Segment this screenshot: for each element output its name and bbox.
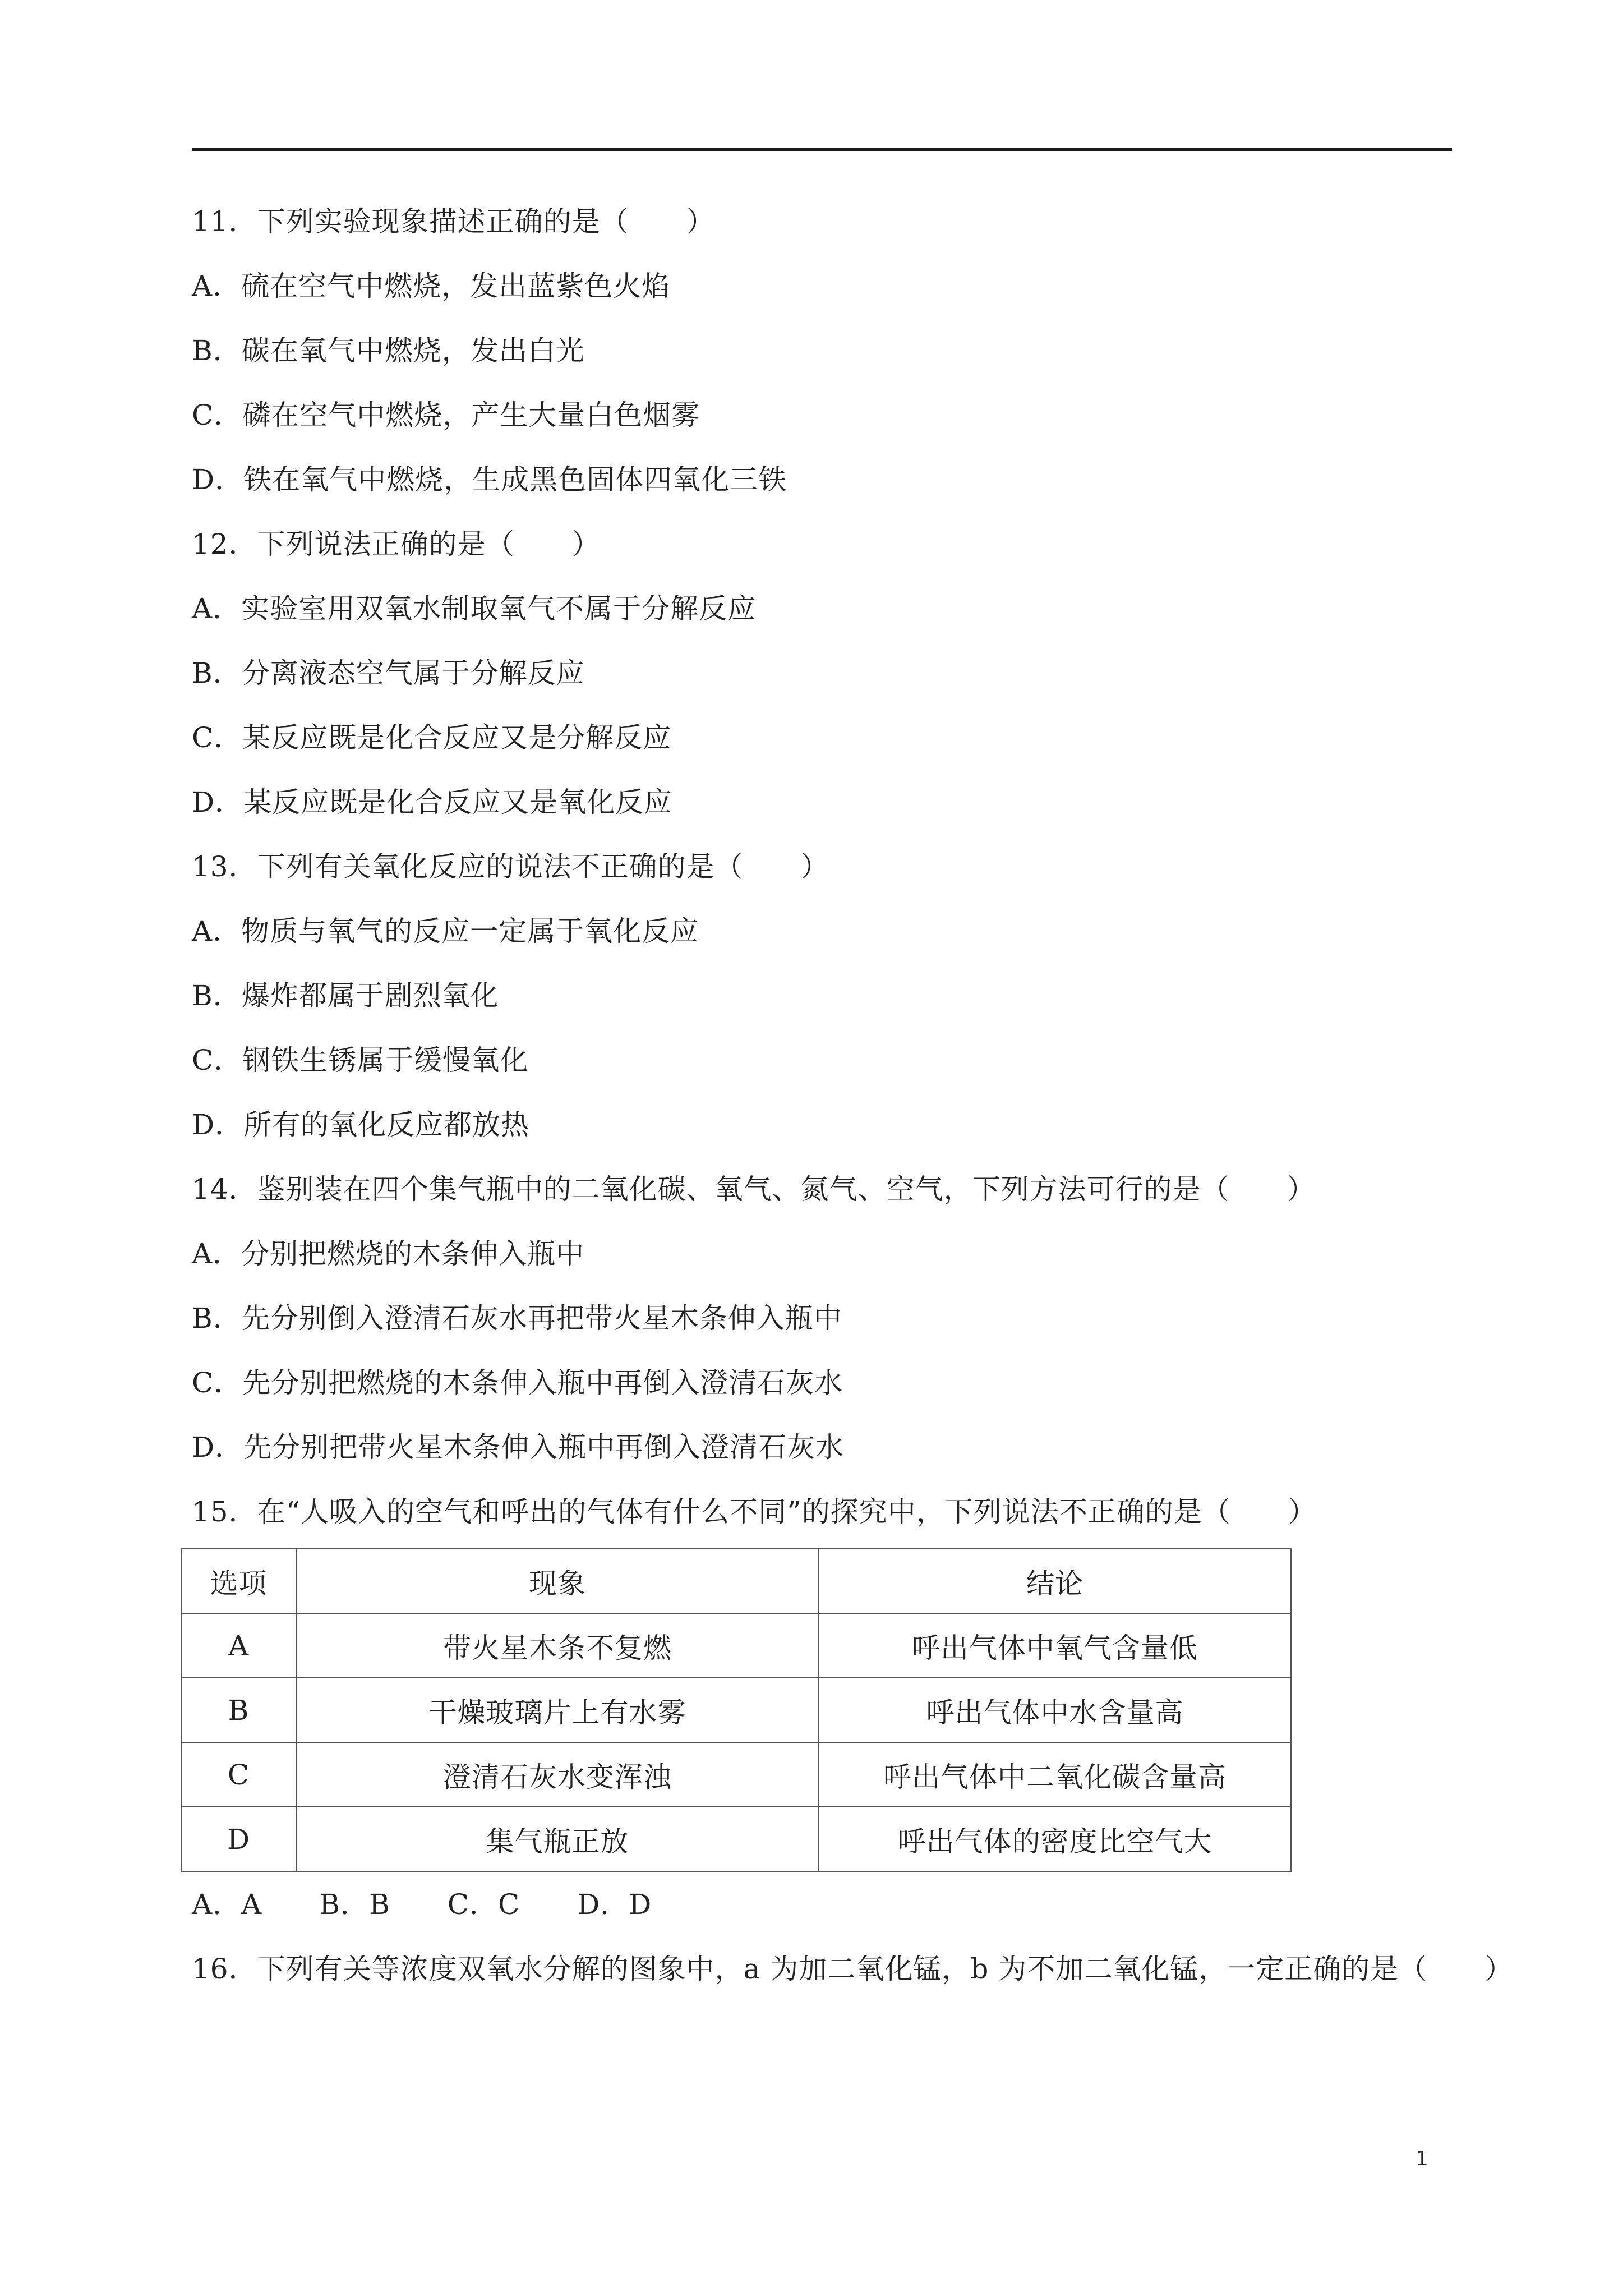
table-cell: 呼出气体的密度比空气大 <box>819 1807 1291 1871</box>
question-stem: 15．在“人吸入的空气和呼出的气体有什么不同”的探究中，下列说法不正确的是（ ） <box>192 1496 1317 1528</box>
option-d: D．所有的氧化反应都放热 <box>192 1108 530 1141</box>
question-stem: 14．鉴别装在四个集气瓶中的二氧化碳、氧气、氮气、空气，下列方法可行的是（ ） <box>192 1173 1316 1205</box>
table-cell: 干燥玻璃片上有水雾 <box>296 1678 819 1742</box>
table-row <box>181 1742 1291 1807</box>
option-a: A．分别把燃烧的木条伸入瓶中 <box>192 1237 585 1270</box>
question-stem: 12．下列说法正确的是（ ） <box>192 528 601 560</box>
table-cell: C <box>181 1742 296 1807</box>
header-rule <box>192 148 1452 151</box>
table-cell: D <box>181 1807 296 1871</box>
table-row <box>181 1678 1291 1742</box>
question-stem: 16．下列有关等浓度双氧水分解的图象中，a 为加二氧化锰，b 为不加二氧化锰，一定正确的是（ ） <box>192 1953 1514 1985</box>
option-b: B．分离液态空气属于分解反应 <box>192 657 585 689</box>
option-d: D．先分别把带火星木条伸入瓶中再倒入澄清石灰水 <box>192 1431 845 1464</box>
table-cell: A <box>181 1613 296 1678</box>
option-b: B．先分别倒入澄清石灰水再把带火星木条伸入瓶中 <box>192 1302 842 1335</box>
question-stem: 13．下列有关氧化反应的说法不正确的是（ ） <box>192 850 829 883</box>
table-cell: 呼出气体中二氧化碳含量高 <box>819 1742 1291 1807</box>
table-row <box>181 1613 1291 1678</box>
table-cell: 呼出气体中氧气含量低 <box>819 1613 1291 1678</box>
option-a: A．实验室用双氧水制取氧气不属于分解反应 <box>192 592 757 625</box>
option-b: B．碳在氧气中燃烧，发出白光 <box>192 334 585 367</box>
table-cell: 集气瓶正放 <box>296 1807 819 1871</box>
option-c: C．磷在空气中燃烧，产生大量白色烟雾 <box>192 399 700 431</box>
table-header-row <box>181 1549 1291 1613</box>
option-a: A．硫在空气中燃烧，发出蓝紫色火焰 <box>192 270 671 302</box>
header-cell: 结论 <box>819 1549 1291 1613</box>
option-d: D．铁在氧气中燃烧，生成黑色固体四氧化三铁 <box>192 463 787 496</box>
table-cell: B <box>181 1678 296 1742</box>
table-cell: 呼出气体中水含量高 <box>819 1678 1291 1742</box>
table-cell: 澄清石灰水变浑浊 <box>296 1742 819 1807</box>
option-c: C．某反应既是化合反应又是分解反应 <box>192 721 672 754</box>
option-b: B．爆炸都属于剧烈氧化 <box>192 979 499 1012</box>
table-row <box>181 1807 1291 1871</box>
comparison-table <box>181 1548 1292 1872</box>
page-number: 1 <box>1415 2147 1428 2170</box>
header-cell: 选项 <box>181 1549 296 1613</box>
header-cell: 现象 <box>296 1549 819 1613</box>
table-cell: 带火星木条不复燃 <box>296 1613 819 1678</box>
question-stem: 11．下列实验现象描述正确的是（ ） <box>192 205 715 238</box>
option-d: D．某反应既是化合反应又是氧化反应 <box>192 786 673 818</box>
question-list <box>192 205 1514 2017</box>
answer-options: A．A B．B C．C D．D <box>192 1888 652 1921</box>
option-c: C．钢铁生锈属于缓慢氧化 <box>192 1044 529 1076</box>
option-a: A．物质与氧气的反应一定属于氧化反应 <box>192 915 699 947</box>
option-c: C．先分别把燃烧的木条伸入瓶中再倒入澄清石灰水 <box>192 1366 843 1399</box>
